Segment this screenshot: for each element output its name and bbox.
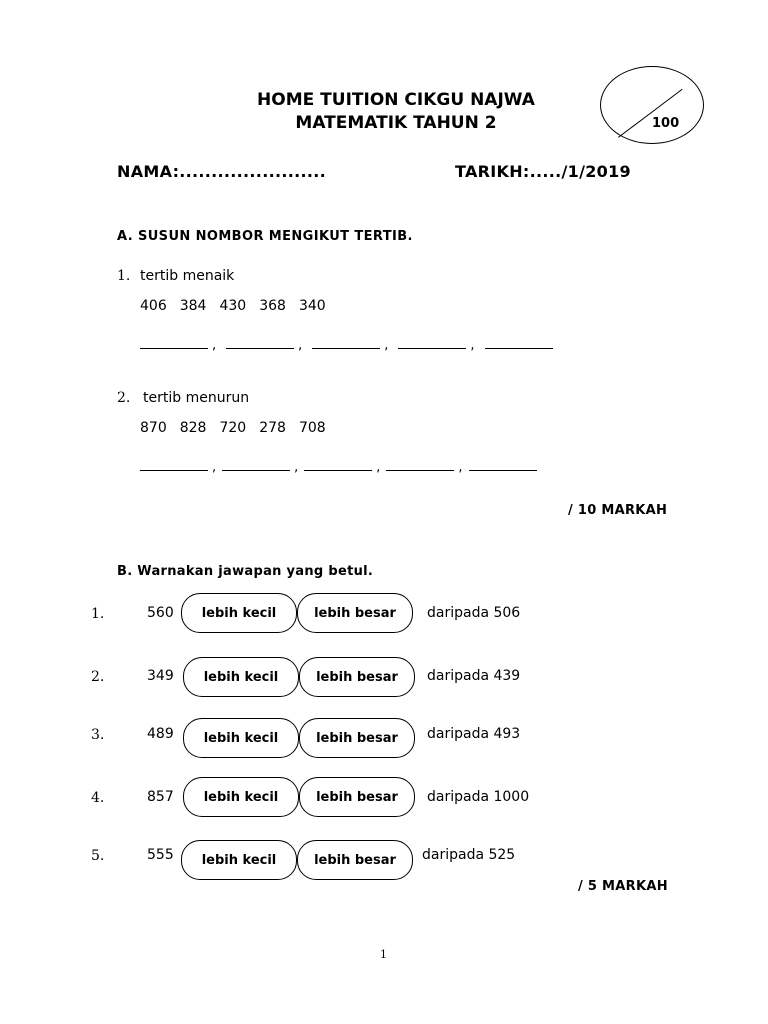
b5-suffix: daripada 525 — [422, 847, 516, 863]
comma: , — [212, 338, 217, 353]
b1-suffix: daripada 506 — [427, 605, 521, 621]
name-field: NAMA:....................... — [117, 162, 326, 181]
b4-suffix: daripada 1000 — [427, 789, 530, 805]
answer-blank[interactable] — [469, 460, 537, 471]
b2-number: 2. — [91, 669, 105, 685]
a1-num: 368 — [259, 298, 286, 314]
comma: , — [458, 460, 463, 475]
b3-option-smaller[interactable]: lebih kecil — [183, 718, 299, 758]
a2-num: 278 — [259, 420, 286, 436]
a2-num: 708 — [298, 420, 326, 436]
a1-answer-blanks — [140, 334, 557, 353]
a2-number: 2. — [117, 390, 131, 406]
comma: , — [294, 460, 299, 475]
page-number: 1 — [380, 948, 387, 961]
b2-value: 349 — [147, 668, 174, 684]
section-a-marks: / 10 MARKAH — [568, 503, 668, 518]
b4-option-smaller[interactable]: lebih kecil — [183, 777, 299, 817]
date-field: TARIKH:...../1/2019 — [455, 162, 631, 181]
b2-option-bigger[interactable]: lebih besar — [299, 657, 415, 697]
a2-num: 870 — [140, 420, 167, 436]
a1-number-list — [140, 298, 339, 314]
b5-number: 5. — [91, 848, 105, 864]
answer-blank[interactable] — [226, 338, 294, 349]
score-circle — [600, 66, 704, 144]
b4-option-bigger[interactable]: lebih besar — [299, 777, 415, 817]
comma: , — [376, 460, 381, 475]
b4-number: 4. — [91, 790, 105, 806]
a2-num: 720 — [219, 420, 247, 436]
comma: , — [384, 338, 389, 353]
a2-number-list — [140, 420, 339, 436]
b1-option-smaller[interactable]: lebih kecil — [181, 593, 297, 633]
a1-num: 340 — [298, 298, 326, 314]
title-line-1: HOME TUITION CIKGU NAJWA — [257, 90, 535, 110]
b1-value: 560 — [147, 605, 174, 621]
comma: , — [470, 338, 475, 353]
answer-blank[interactable] — [304, 460, 372, 471]
answer-blank[interactable] — [140, 338, 208, 349]
a2-answer-blanks — [140, 456, 541, 475]
score-total: 100 — [652, 116, 680, 131]
answer-blank[interactable] — [398, 338, 466, 349]
a1-number: 1. — [117, 268, 131, 284]
b2-suffix: daripada 439 — [427, 668, 521, 684]
b5-option-smaller[interactable]: lebih kecil — [181, 840, 297, 880]
answer-blank[interactable] — [222, 460, 290, 471]
b5-option-bigger[interactable]: lebih besar — [297, 840, 413, 880]
answer-blank[interactable] — [312, 338, 380, 349]
b4-value: 857 — [147, 789, 174, 805]
a1-instruction: tertib menaik — [140, 268, 235, 284]
section-a-heading: A. SUSUN NOMBOR MENGIKUT TERTIB. — [117, 229, 413, 244]
comma: , — [298, 338, 303, 353]
b3-number: 3. — [91, 727, 105, 743]
b3-option-bigger[interactable]: lebih besar — [299, 718, 415, 758]
answer-blank[interactable] — [485, 338, 553, 349]
b5-value: 555 — [147, 847, 174, 863]
b3-value: 489 — [147, 726, 174, 742]
title-line-2: MATEMATIK TAHUN 2 — [295, 113, 497, 133]
a2-instruction: tertib menurun — [143, 390, 250, 406]
answer-blank[interactable] — [140, 460, 208, 471]
b1-number: 1. — [91, 606, 105, 622]
comma: , — [212, 460, 217, 475]
b3-suffix: daripada 493 — [427, 726, 521, 742]
b2-option-smaller[interactable]: lebih kecil — [183, 657, 299, 697]
a1-num: 384 — [179, 298, 207, 314]
section-b-marks: / 5 MARKAH — [578, 879, 668, 894]
a1-num: 406 — [140, 298, 167, 314]
a2-num: 828 — [179, 420, 207, 436]
section-b-heading: B. Warnakan jawapan yang betul. — [117, 564, 374, 579]
answer-blank[interactable] — [386, 460, 454, 471]
a1-num: 430 — [219, 298, 247, 314]
b1-option-bigger[interactable]: lebih besar — [297, 593, 413, 633]
